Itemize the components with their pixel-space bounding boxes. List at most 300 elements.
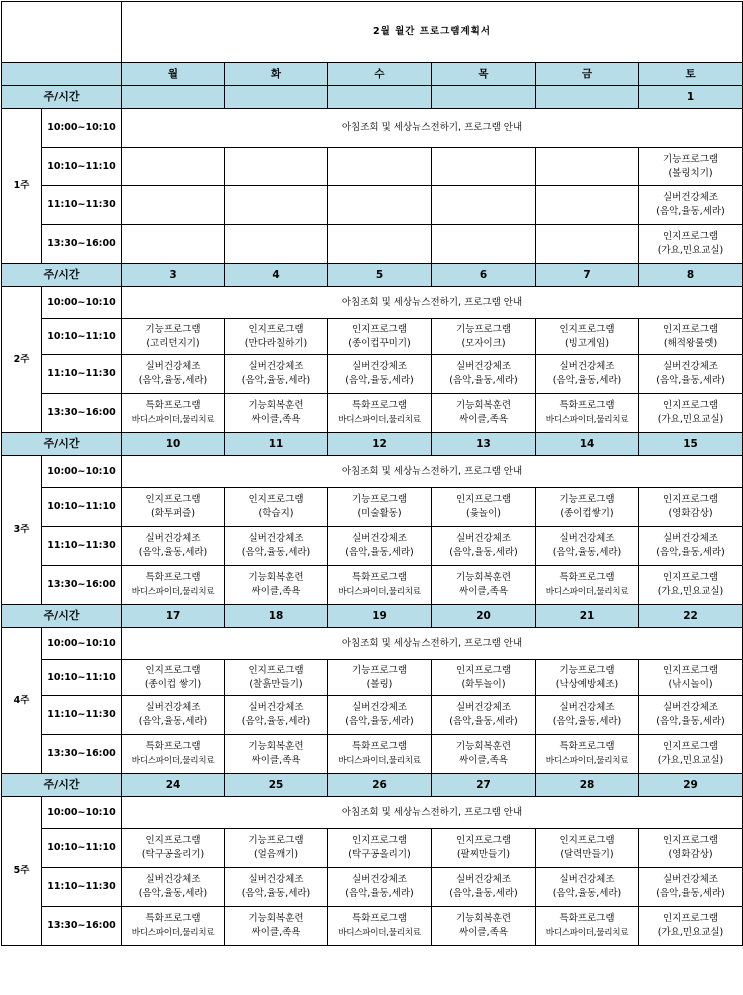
program-detail: (음악,율동,세라): [656, 375, 725, 386]
program-cell-thu: [432, 527, 536, 566]
program-name: 실버건강체조: [145, 702, 201, 713]
program-detail: (음악,율동,세라): [656, 206, 725, 217]
date-cell-mon: 10: [122, 433, 225, 456]
date-cell-fri: 21: [536, 605, 639, 628]
program-name: 인지프로그램: [662, 231, 719, 242]
program-cell-wed: [328, 394, 432, 433]
program-cell-sat: [639, 319, 743, 355]
program-detail: (빙고게임): [564, 337, 610, 349]
program-cell-sat: [639, 394, 743, 433]
program-cell-tue: [225, 355, 328, 394]
schedule-row: [2, 355, 743, 394]
program-name: 기능프로그램: [559, 664, 615, 676]
program-detail: (음악,율동,세라): [552, 547, 622, 558]
program-cell-thu: [432, 868, 536, 907]
program-detail: (음악,율동,세라): [241, 888, 311, 899]
time-slot: 11:10~11:30: [42, 186, 122, 225]
date-cell-sat: 22: [639, 605, 743, 628]
program-cell-tue: [225, 225, 328, 264]
morning-assembly-cell: 아침조회 및 세상뉴스전하기, 프로그램 안내: [122, 287, 743, 319]
program-cell-thu: [432, 829, 536, 868]
program-name: 인지프로그램: [662, 913, 719, 924]
program-cell-fri: [536, 394, 639, 433]
schedule-row: [2, 868, 743, 907]
time-slot: 13:30~16:00: [42, 907, 122, 946]
program-name: 인지프로그램: [248, 494, 304, 505]
week-time-label: 주/시간: [2, 433, 122, 456]
program-name: 인지프로그램: [662, 664, 719, 676]
program-name: 인지프로그램: [662, 572, 719, 583]
time-slot: 10:10~11:10: [42, 829, 122, 868]
program-detail: (종이컵쌓기): [560, 508, 614, 519]
program-name: 인지프로그램: [145, 835, 201, 846]
program-detail: 싸이클,족욕: [251, 414, 301, 425]
week-label: 5주: [2, 797, 42, 946]
program-detail: (팔찌만들기): [456, 849, 511, 860]
program-detail: 싸이클,족욕: [251, 755, 301, 766]
program-name: 인지프로그램: [351, 323, 408, 335]
program-cell-mon: [122, 186, 225, 225]
week-time-label: 주/시간: [2, 86, 122, 109]
program-detail: (음악,율동,세라): [656, 888, 725, 899]
program-name: 특화프로그램: [559, 572, 615, 583]
program-name: 특화프로그램: [351, 741, 408, 752]
program-name: 기능프로그램: [145, 323, 201, 335]
morning-assembly-cell: 아침조회 및 세상뉴스전하기, 프로그램 안내: [122, 797, 743, 829]
day-header-row: [2, 63, 743, 86]
program-detail: (달력만들기): [560, 849, 614, 860]
program-name: 실버건강체조: [351, 702, 408, 713]
week-time-label: 주/시간: [2, 264, 122, 287]
program-name: 인지프로그램: [248, 323, 304, 335]
program-name: 실버건강체조: [455, 533, 512, 544]
week-time-label: 주/시간: [2, 605, 122, 628]
program-cell-thu: [432, 907, 536, 946]
program-cell-mon: [122, 735, 225, 774]
program-cell-wed: [328, 660, 432, 696]
program-detail: (종이컵 쌓기): [144, 678, 202, 690]
week-label: 1주: [2, 109, 42, 264]
program-detail: 싸이클,족욕: [459, 586, 508, 597]
program-detail: (모자이크): [461, 337, 506, 349]
program-name: 특화프로그램: [559, 913, 615, 924]
date-cell-fri: 28: [536, 774, 639, 797]
program-cell-wed: [328, 488, 432, 527]
program-name: 기능프로그램: [455, 323, 512, 335]
program-detail: (가요,민요교실): [657, 927, 724, 938]
date-cell-fri: [536, 86, 639, 109]
schedule-row: [2, 488, 743, 527]
program-cell-mon: [122, 868, 225, 907]
program-cell-sat: [639, 829, 743, 868]
program-cell-sat: [639, 488, 743, 527]
program-cell-tue: [225, 566, 328, 605]
program-name: 기능회복훈련: [248, 913, 304, 924]
program-cell-mon: [122, 148, 225, 186]
program-name: 특화프로그램: [559, 741, 615, 752]
program-cell-thu: [432, 394, 536, 433]
program-cell-thu: [432, 696, 536, 735]
program-name: 실버건강체조: [351, 874, 408, 885]
program-detail: 바디스파이더,물리치료: [338, 415, 421, 425]
program-cell-sat: [639, 660, 743, 696]
program-detail: 바디스파이더,물리치료: [131, 756, 215, 766]
program-cell-fri: [536, 696, 639, 735]
program-name: 실버건강체조: [145, 361, 201, 372]
program-name: 실버건강체조: [248, 533, 304, 544]
day-header-thu: 목: [432, 63, 536, 86]
date-cell-tue: [225, 86, 328, 109]
program-name: 실버건강체조: [559, 533, 615, 544]
program-name: 기능회복훈련: [455, 400, 512, 411]
program-cell-thu: [432, 319, 536, 355]
program-name: 인지프로그램: [145, 664, 201, 676]
program-name: 실버건강체조: [559, 702, 615, 713]
schedule-row: [2, 456, 743, 488]
program-cell-sat: [639, 225, 743, 264]
program-cell-mon: [122, 907, 225, 946]
program-cell-wed: [328, 319, 432, 355]
day-header-tue: 화: [225, 63, 328, 86]
date-cell-sat: 15: [639, 433, 743, 456]
program-cell-wed: [328, 527, 432, 566]
program-cell-fri: [536, 488, 639, 527]
program-detail: 바디스파이더,물리치료: [131, 928, 215, 938]
program-name: 인지프로그램: [662, 494, 719, 505]
program-detail: (음악,율동,세라): [241, 547, 311, 558]
program-name: 기능회복훈련: [248, 741, 304, 752]
program-name: 실버건강체조: [662, 192, 719, 203]
program-cell-sat: [639, 186, 743, 225]
program-cell-wed: [328, 225, 432, 264]
program-detail: (가요,민요교실): [657, 245, 724, 256]
time-slot: 13:30~16:00: [42, 735, 122, 774]
program-cell-tue: [225, 394, 328, 433]
date-cell-sat: 1: [639, 86, 743, 109]
time-slot: 10:10~11:10: [42, 148, 122, 186]
program-detail: (얼음깨기): [253, 849, 299, 860]
date-cell-wed: 12: [328, 433, 432, 456]
program-cell-sat: [639, 148, 743, 186]
program-cell-fri: [536, 355, 639, 394]
program-name: 특화프로그램: [145, 572, 201, 583]
program-detail: (음악,율동,세라): [138, 375, 208, 386]
program-detail: (음악,율동,세라): [552, 716, 622, 727]
program-cell-thu: [432, 186, 536, 225]
date-cell-thu: 20: [432, 605, 536, 628]
program-cell-thu: [432, 355, 536, 394]
program-name: 기능프로그램: [248, 835, 304, 846]
week-label: 3주: [2, 456, 42, 605]
page-title: 2월 월간 프로그램계획서: [122, 2, 743, 63]
program-detail: 싸이클,족욕: [459, 927, 508, 938]
program-detail: (볼링치기): [668, 167, 713, 179]
program-cell-fri: [536, 148, 639, 186]
program-name: 실버건강체조: [455, 874, 512, 885]
day-header-wed: 수: [328, 63, 432, 86]
program-detail: (음악,율동,세라): [449, 888, 518, 899]
program-detail: (음악,율동,세라): [138, 716, 208, 727]
program-cell-sat: [639, 735, 743, 774]
program-cell-thu: [432, 148, 536, 186]
program-name: 기능회복훈련: [455, 913, 512, 924]
program-detail: (음악,율동,세라): [138, 547, 208, 558]
program-name: 인지프로그램: [662, 323, 719, 335]
time-slot: 10:10~11:10: [42, 319, 122, 355]
date-cell-mon: [122, 86, 225, 109]
program-cell-fri: [536, 660, 639, 696]
program-detail: (음악,율동,세라): [656, 547, 725, 558]
program-name: 특화프로그램: [145, 913, 201, 924]
program-cell-wed: [328, 907, 432, 946]
program-cell-mon: [122, 696, 225, 735]
program-detail: (영화감상): [668, 508, 713, 519]
program-detail: (학습지): [258, 508, 294, 519]
date-cell-fri: 14: [536, 433, 639, 456]
program-detail: (가요,민요교실): [657, 755, 724, 766]
week-date-row: [2, 86, 743, 109]
time-slot: 11:10~11:30: [42, 527, 122, 566]
date-cell-thu: [432, 86, 536, 109]
morning-assembly-cell: 아침조회 및 세상뉴스전하기, 프로그램 안내: [122, 109, 743, 148]
program-detail: (화투놀이): [461, 678, 506, 690]
program-detail: (미술활동): [357, 508, 402, 519]
program-detail: 싸이클,족욕: [459, 414, 508, 425]
schedule-row: [2, 735, 743, 774]
program-cell-wed: [328, 696, 432, 735]
time-slot: 10:00~10:10: [42, 456, 122, 488]
program-detail: 바디스파이더,물리치료: [131, 587, 215, 597]
program-cell-fri: [536, 735, 639, 774]
time-slot: 13:30~16:00: [42, 394, 122, 433]
program-cell-sat: [639, 907, 743, 946]
program-name: 인지프로그램: [662, 835, 719, 846]
program-cell-thu: [432, 225, 536, 264]
date-cell-tue: 25: [225, 774, 328, 797]
time-slot: 10:00~10:10: [42, 109, 122, 148]
program-name: 실버건강체조: [662, 874, 719, 885]
program-cell-wed: [328, 868, 432, 907]
program-cell-mon: [122, 566, 225, 605]
program-name: 실버건강체조: [455, 361, 512, 372]
program-name: 실버건강체조: [455, 702, 512, 713]
program-name: 실버건강체조: [662, 702, 719, 713]
schedule-row: [2, 287, 743, 319]
schedule-row: [2, 109, 743, 148]
program-detail: (음악,율동,세라): [656, 716, 725, 727]
program-name: 기능프로그램: [662, 153, 719, 165]
program-cell-thu: [432, 488, 536, 527]
program-name: 실버건강체조: [145, 533, 201, 544]
program-cell-fri: [536, 907, 639, 946]
date-cell-wed: [328, 86, 432, 109]
program-cell-wed: [328, 735, 432, 774]
date-cell-thu: 6: [432, 264, 536, 287]
program-name: 특화프로그램: [351, 572, 408, 583]
program-name: 특화프로그램: [145, 400, 201, 411]
program-detail: 바디스파이더,물리치료: [338, 756, 421, 766]
program-cell-tue: [225, 660, 328, 696]
program-cell-mon: [122, 488, 225, 527]
date-cell-thu: 13: [432, 433, 536, 456]
program-cell-mon: [122, 527, 225, 566]
program-name: 기능회복훈련: [455, 572, 512, 583]
program-name: 기능프로그램: [351, 664, 408, 676]
time-slot: 11:10~11:30: [42, 355, 122, 394]
program-cell-tue: [225, 148, 328, 186]
program-name: 기능프로그램: [559, 494, 615, 505]
program-detail: (종이컵꾸미기): [348, 337, 411, 349]
time-slot: 10:10~11:10: [42, 660, 122, 696]
program-name: 실버건강체조: [351, 361, 408, 372]
program-name: 실버건강체조: [559, 874, 615, 885]
program-detail: (볼링): [366, 678, 393, 690]
date-cell-mon: 17: [122, 605, 225, 628]
program-cell-sat: [639, 566, 743, 605]
time-slot: 13:30~16:00: [42, 225, 122, 264]
program-detail: 바디스파이더,물리치료: [131, 415, 215, 425]
program-detail: (음악,율동,세라): [449, 547, 518, 558]
schedule-row: [2, 394, 743, 433]
program-cell-sat: [639, 696, 743, 735]
date-cell-tue: 11: [225, 433, 328, 456]
schedule-row: [2, 797, 743, 829]
program-name: 특화프로그램: [145, 741, 201, 752]
program-cell-tue: [225, 907, 328, 946]
program-name: 기능회복훈련: [455, 741, 512, 752]
program-cell-wed: [328, 829, 432, 868]
program-detail: (음악,율동,세라): [345, 716, 414, 727]
program-detail: (고리던지기): [146, 337, 200, 349]
program-name: 기능회복훈련: [248, 400, 304, 411]
date-cell-sat: 29: [639, 774, 743, 797]
program-cell-fri: [536, 225, 639, 264]
program-detail: (음악,율동,세라): [138, 888, 208, 899]
schedule-row: [2, 628, 743, 660]
program-detail: 싸이클,족욕: [251, 586, 301, 597]
program-cell-tue: [225, 696, 328, 735]
program-cell-thu: [432, 735, 536, 774]
program-name: 기능회복훈련: [248, 572, 304, 583]
schedule-row: [2, 829, 743, 868]
program-cell-mon: [122, 829, 225, 868]
program-name: 특화프로그램: [351, 913, 408, 924]
program-cell-fri: [536, 186, 639, 225]
schedule-row: [2, 907, 743, 946]
program-name: 실버건강체조: [559, 361, 615, 372]
program-detail: (음악,율동,세라): [449, 716, 518, 727]
program-detail: (음악,율동,세라): [345, 888, 414, 899]
program-name: 인지프로그램: [559, 835, 615, 846]
program-cell-sat: [639, 355, 743, 394]
program-cell-tue: [225, 868, 328, 907]
program-cell-tue: [225, 319, 328, 355]
program-cell-fri: [536, 319, 639, 355]
schedule-row: [2, 527, 743, 566]
program-detail: (음악,율동,세라): [552, 888, 622, 899]
program-detail: 바디스파이더,물리치료: [338, 587, 421, 597]
program-cell-wed: [328, 148, 432, 186]
date-cell-thu: 27: [432, 774, 536, 797]
program-detail: 바디스파이더,물리치료: [545, 415, 629, 425]
week-label: 2주: [2, 287, 42, 433]
program-name: 인지프로그램: [145, 494, 201, 505]
program-name: 실버건강체조: [248, 874, 304, 885]
program-detail: 싸이클,족욕: [459, 755, 508, 766]
program-cell-tue: [225, 735, 328, 774]
date-cell-tue: 18: [225, 605, 328, 628]
morning-assembly-cell: 아침조회 및 세상뉴스전하기, 프로그램 안내: [122, 456, 743, 488]
program-cell-mon: [122, 394, 225, 433]
program-cell-sat: [639, 527, 743, 566]
program-name: 실버건강체조: [248, 702, 304, 713]
program-detail: (가요,민요교실): [657, 414, 724, 425]
schedule-row: [2, 319, 743, 355]
title-corner: [2, 2, 122, 63]
program-name: 인지프로그램: [455, 835, 512, 846]
schedule-row: [2, 148, 743, 186]
program-name: 기능프로그램: [351, 494, 408, 505]
program-cell-thu: [432, 566, 536, 605]
date-cell-fri: 7: [536, 264, 639, 287]
schedule-row: [2, 566, 743, 605]
program-name: 인지프로그램: [455, 494, 512, 505]
time-slot: 11:10~11:30: [42, 868, 122, 907]
program-cell-mon: [122, 355, 225, 394]
program-cell-fri: [536, 829, 639, 868]
program-detail: (음악,율동,세라): [241, 716, 311, 727]
program-cell-tue: [225, 186, 328, 225]
program-detail: (탁구공올리기): [141, 849, 205, 860]
program-cell-fri: [536, 527, 639, 566]
program-cell-tue: [225, 488, 328, 527]
time-slot: 10:10~11:10: [42, 488, 122, 527]
schedule-row: [2, 696, 743, 735]
date-cell-wed: 5: [328, 264, 432, 287]
program-detail: 바디스파이더,물리치료: [338, 928, 421, 938]
morning-assembly-cell: 아침조회 및 세상뉴스전하기, 프로그램 안내: [122, 628, 743, 660]
program-detail: 바디스파이더,물리치료: [545, 928, 629, 938]
program-detail: (찰흙만들기): [249, 678, 303, 690]
program-cell-thu: [432, 660, 536, 696]
program-detail: (화투퍼즐): [150, 508, 196, 519]
date-cell-mon: 3: [122, 264, 225, 287]
program-detail: (음악,율동,세라): [345, 547, 414, 558]
program-name: 특화프로그램: [559, 400, 615, 411]
week-date-row: [2, 605, 743, 628]
program-name: 실버건강체조: [662, 361, 719, 372]
program-detail: (낙상예방체조): [555, 678, 619, 690]
program-name: 실버건강체조: [351, 533, 408, 544]
time-slot: 10:00~10:10: [42, 797, 122, 829]
date-cell-wed: 26: [328, 774, 432, 797]
program-name: 실버건강체조: [248, 361, 304, 372]
program-cell-tue: [225, 527, 328, 566]
program-name: 특화프로그램: [351, 400, 408, 411]
week-date-row: [2, 264, 743, 287]
program-cell-wed: [328, 186, 432, 225]
program-name: 인지프로그램: [248, 664, 304, 676]
program-name: 인지프로그램: [351, 835, 408, 846]
time-slot: 10:00~10:10: [42, 287, 122, 319]
date-cell-tue: 4: [225, 264, 328, 287]
program-cell-wed: [328, 355, 432, 394]
week-date-row: [2, 433, 743, 456]
program-cell-fri: [536, 566, 639, 605]
week-time-label: 주/시간: [2, 774, 122, 797]
program-name: 실버건강체조: [662, 533, 719, 544]
schedule-row: [2, 225, 743, 264]
